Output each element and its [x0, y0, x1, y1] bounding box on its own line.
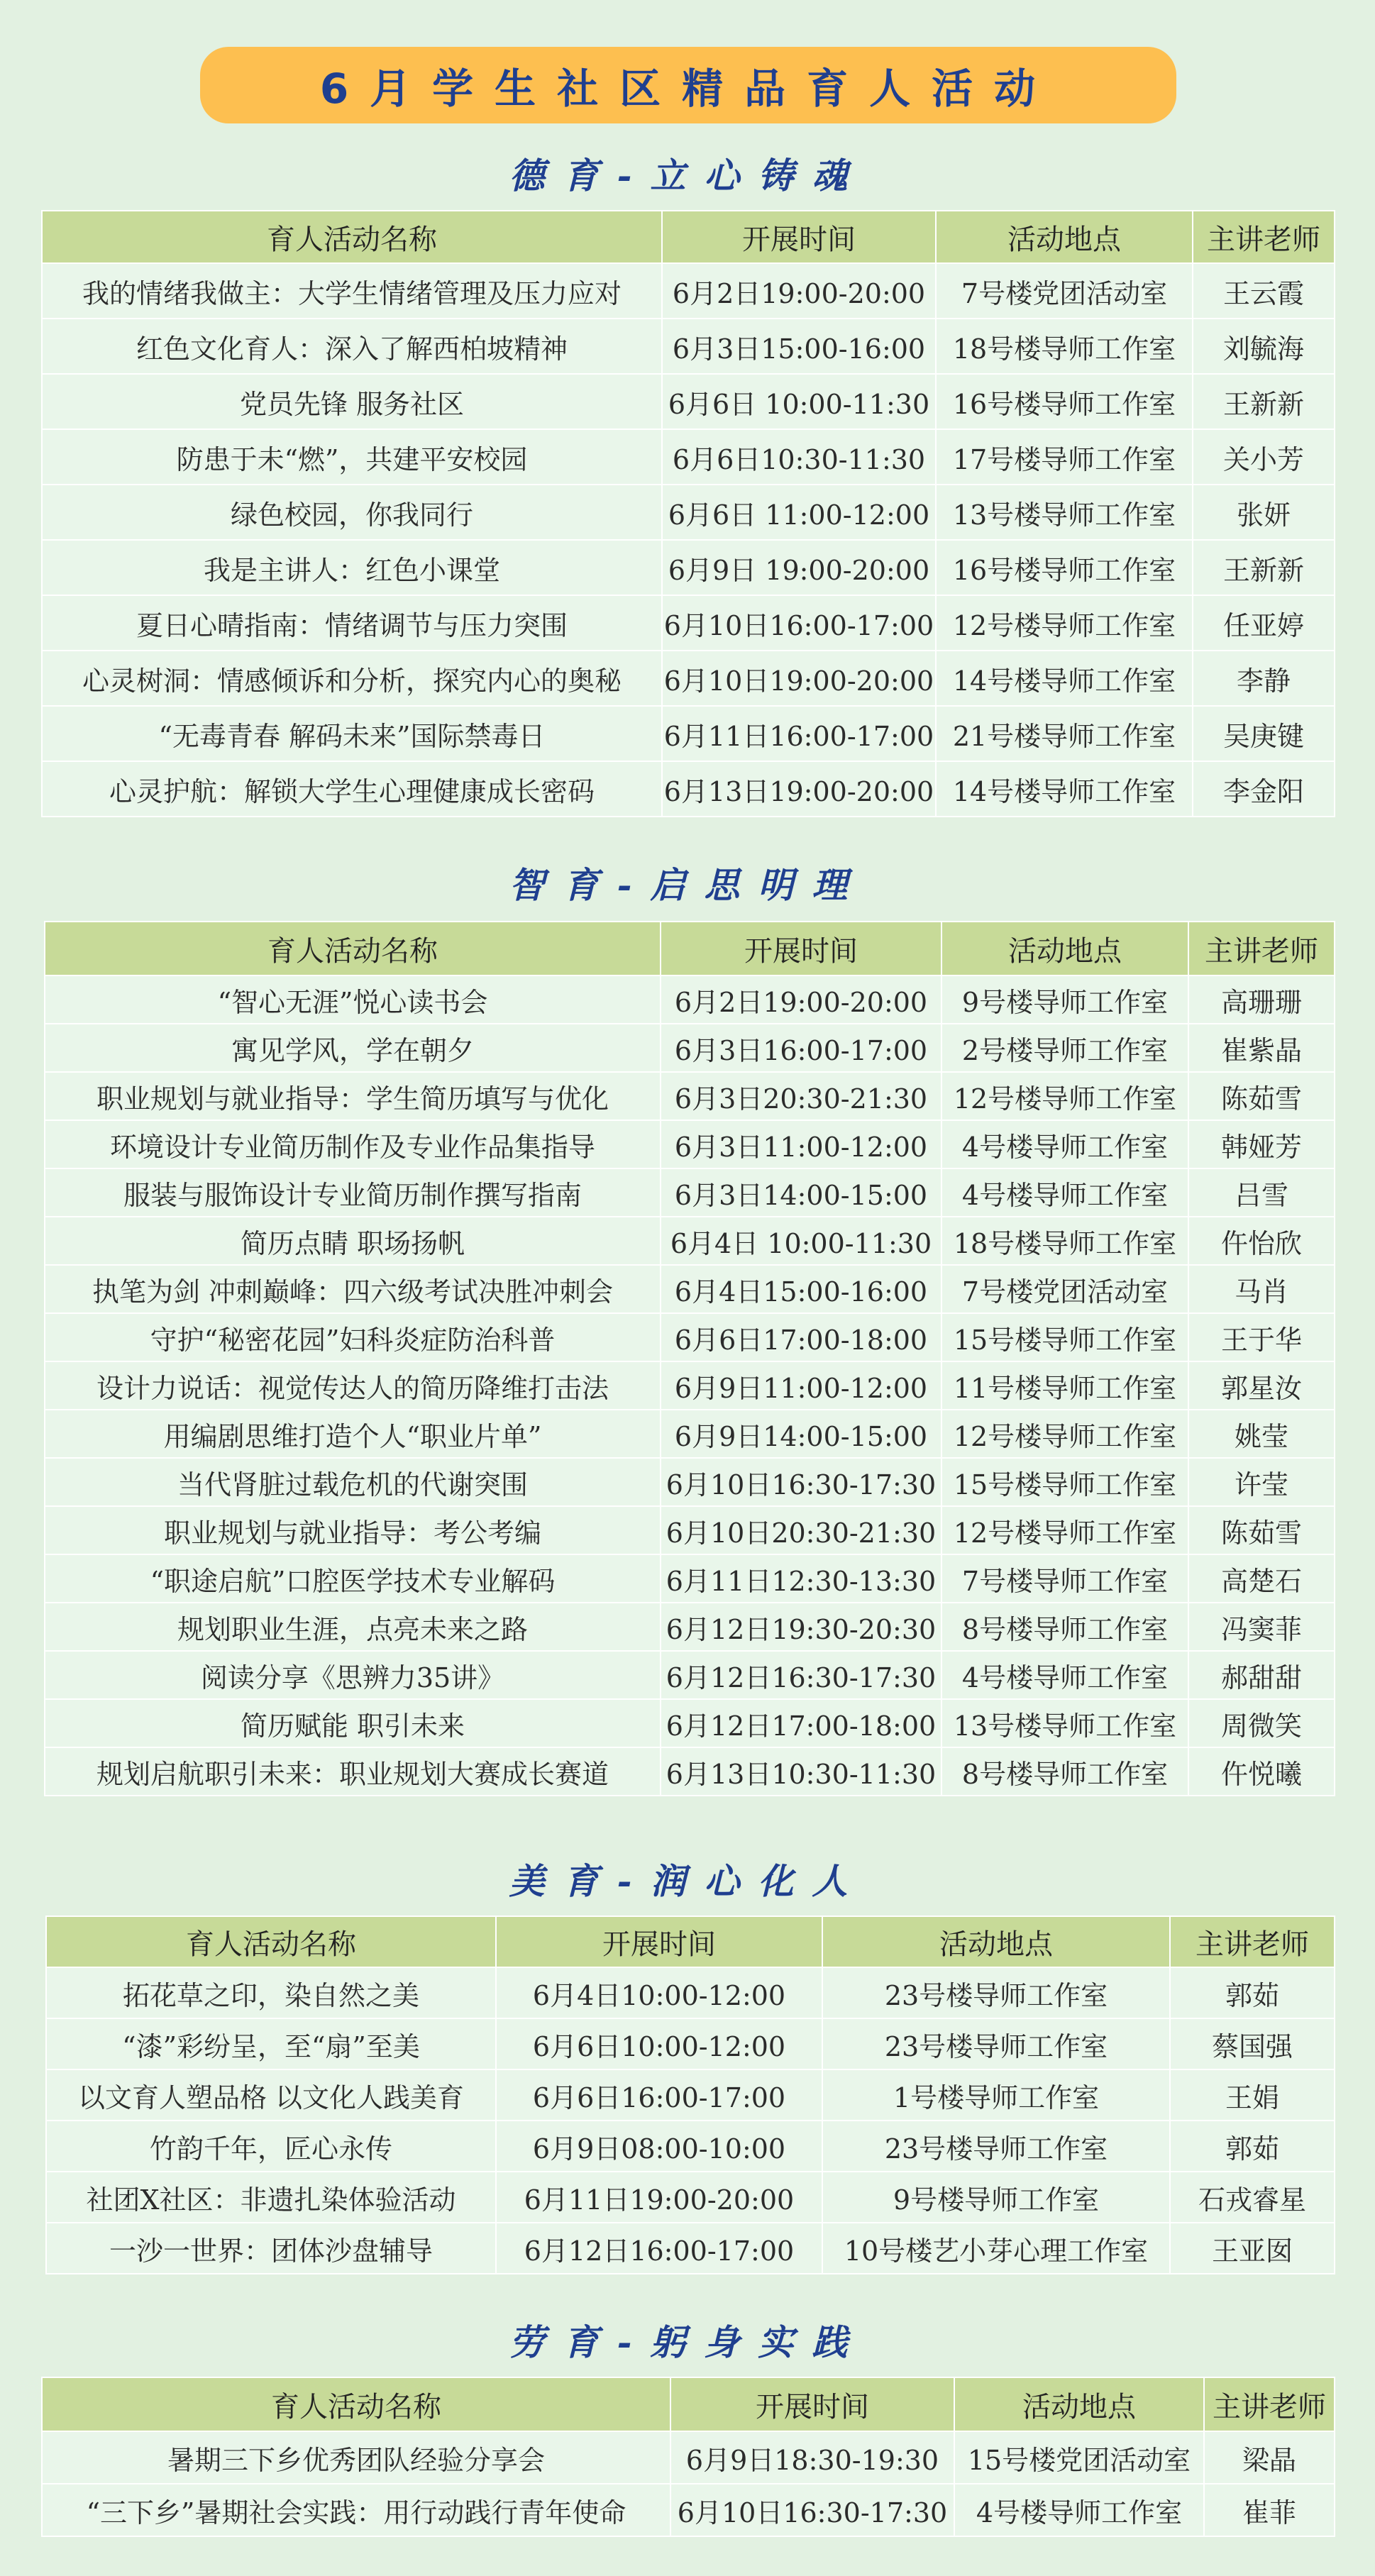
cell-teacher: 马肖	[1188, 1265, 1335, 1313]
table-body-moral	[42, 263, 1335, 817]
cell-activity-name: 竹韵千年，匠心永传	[46, 2121, 496, 2172]
cell-location: 14号楼导师工作室	[936, 761, 1193, 817]
cell-teacher: 韩娅芳	[1188, 1120, 1335, 1168]
table-row	[42, 319, 1335, 374]
cell-location: 13号楼导师工作室	[936, 485, 1193, 540]
cell-teacher: 崔菲	[1204, 2484, 1335, 2536]
table-row	[45, 1265, 1335, 1313]
cell-time: 6月13日10:30-11:30	[661, 1747, 941, 1796]
cell-teacher: 陈茹雪	[1188, 1072, 1335, 1120]
table-row	[45, 1747, 1335, 1796]
cell-location: 15号楼导师工作室	[941, 1313, 1188, 1361]
table-row	[46, 2121, 1335, 2172]
col-header-teacher: 主讲老师	[1170, 1916, 1335, 1967]
cell-time: 6月13日19:00-20:00	[662, 761, 936, 817]
cell-location: 12号楼导师工作室	[941, 1072, 1188, 1120]
cell-time: 6月11日16:00-17:00	[662, 706, 936, 761]
table-row	[46, 2018, 1335, 2069]
cell-location: 16号楼导师工作室	[936, 374, 1193, 429]
cell-location: 2号楼导师工作室	[941, 1024, 1188, 1072]
cell-activity-name: 职业规划与就业指导：考公考编	[45, 1506, 661, 1554]
col-header-location: 活动地点	[954, 2377, 1204, 2431]
cell-time: 6月6日 10:00-11:30	[662, 374, 936, 429]
cell-time: 6月3日15:00-16:00	[662, 319, 936, 374]
table-body-intellectual	[45, 975, 1335, 1796]
cell-time: 6月6日10:30-11:30	[662, 429, 936, 485]
cell-time: 6月9日18:30-19:30	[670, 2431, 954, 2484]
cell-teacher: 郭星汝	[1188, 1361, 1335, 1410]
cell-location: 23号楼导师工作室	[822, 1967, 1170, 2018]
cell-time: 6月4日15:00-16:00	[661, 1265, 941, 1313]
cell-activity-name: 夏日心晴指南：情绪调节与压力突围	[42, 595, 662, 651]
col-header-time: 开展时间	[670, 2377, 954, 2431]
cell-location: 17号楼导师工作室	[936, 429, 1193, 485]
cell-location: 4号楼导师工作室	[954, 2484, 1204, 2536]
table-header-row	[45, 922, 1335, 975]
table-row	[46, 2223, 1335, 2274]
table-header-row	[42, 2377, 1335, 2431]
cell-time: 6月3日16:00-17:00	[661, 1024, 941, 1072]
cell-location: 4号楼导师工作室	[941, 1651, 1188, 1699]
table-row	[42, 595, 1335, 651]
cell-teacher: 刘毓海	[1193, 319, 1335, 374]
cell-time: 6月2日19:00-20:00	[662, 263, 936, 319]
table-row	[42, 485, 1335, 540]
cell-location: 15号楼党团活动室	[954, 2431, 1204, 2484]
table-row	[42, 2484, 1335, 2536]
table-body-labor	[42, 2431, 1335, 2536]
cell-activity-name: 执笔为剑 冲刺巅峰：四六级考试决胜冲刺会	[45, 1265, 661, 1313]
col-header-time: 开展时间	[496, 1916, 822, 1967]
cell-teacher: 王新新	[1193, 374, 1335, 429]
cell-activity-name: 服装与服饰设计专业简历制作撰写指南	[45, 1168, 661, 1217]
table-row	[42, 651, 1335, 706]
cell-teacher: 王于华	[1188, 1313, 1335, 1361]
cell-teacher: 石戎睿星	[1170, 2172, 1335, 2223]
cell-time: 6月2日19:00-20:00	[661, 975, 941, 1024]
cell-time: 6月9日14:00-15:00	[661, 1410, 941, 1458]
cell-teacher: 吕雪	[1188, 1168, 1335, 1217]
cell-activity-name: 职业规划与就业指导：学生简历填写与优化	[45, 1072, 661, 1120]
section-title-moral: 德育-立心铸魂	[509, 155, 866, 197]
cell-location: 9号楼导师工作室	[822, 2172, 1170, 2223]
table-row	[42, 429, 1335, 485]
cell-location: 12号楼导师工作室	[941, 1410, 1188, 1458]
cell-teacher: 郝甜甜	[1188, 1651, 1335, 1699]
cell-time: 6月3日11:00-12:00	[661, 1120, 941, 1168]
table-row	[42, 2431, 1335, 2484]
cell-time: 6月6日10:00-12:00	[496, 2018, 822, 2069]
table-row	[45, 1217, 1335, 1265]
table-row	[45, 975, 1335, 1024]
cell-activity-name: 心灵树洞：情感倾诉和分析，探究内心的奥秘	[42, 651, 662, 706]
table-row	[45, 1458, 1335, 1506]
section-title-intellectual: 智育-启思明理	[509, 864, 866, 906]
cell-activity-name: 党员先锋 服务社区	[42, 374, 662, 429]
cell-time: 6月10日16:00-17:00	[662, 595, 936, 651]
cell-teacher: 高珊珊	[1188, 975, 1335, 1024]
table-row	[46, 2172, 1335, 2223]
cell-activity-name: “智心无涯”悦心读书会	[45, 975, 661, 1024]
cell-location: 7号楼党团活动室	[936, 263, 1193, 319]
cell-teacher: 许莹	[1188, 1458, 1335, 1506]
cell-time: 6月12日16:30-17:30	[661, 1651, 941, 1699]
cell-location: 8号楼导师工作室	[941, 1603, 1188, 1651]
table-row	[42, 263, 1335, 319]
cell-time: 6月4日 10:00-11:30	[661, 1217, 941, 1265]
cell-activity-name: “漆”彩纷呈，至“扇”至美	[46, 2018, 496, 2069]
table-row	[45, 1072, 1335, 1120]
col-header-teacher: 主讲老师	[1188, 922, 1335, 975]
cell-time: 6月12日16:00-17:00	[496, 2223, 822, 2274]
table-row	[45, 1651, 1335, 1699]
cell-location: 1号楼导师工作室	[822, 2069, 1170, 2121]
col-header-location: 活动地点	[941, 922, 1188, 975]
table-moral	[41, 210, 1335, 817]
cell-activity-name: 当代肾脏过载危机的代谢突围	[45, 1458, 661, 1506]
cell-location: 18号楼导师工作室	[941, 1217, 1188, 1265]
cell-activity-name: 暑期三下乡优秀团队经验分享会	[42, 2431, 670, 2484]
cell-time: 6月9日08:00-10:00	[496, 2121, 822, 2172]
col-header-name: 育人活动名称	[42, 2377, 670, 2431]
cell-activity-name: 寓见学风，学在朝夕	[45, 1024, 661, 1072]
cell-time: 6月9日11:00-12:00	[661, 1361, 941, 1410]
col-header-time: 开展时间	[662, 211, 936, 263]
cell-teacher: 周微笑	[1188, 1699, 1335, 1747]
cell-activity-name: 我是主讲人：红色小课堂	[42, 540, 662, 595]
table-row	[42, 374, 1335, 429]
cell-activity-name: “三下乡”暑期社会实践：用行动践行青年使命	[42, 2484, 670, 2536]
col-header-teacher: 主讲老师	[1204, 2377, 1335, 2431]
cell-teacher: 关小芳	[1193, 429, 1335, 485]
cell-activity-name: 一沙一世界：团体沙盘辅导	[46, 2223, 496, 2274]
cell-teacher: 王亚囡	[1170, 2223, 1335, 2274]
cell-teacher: 崔紫晶	[1188, 1024, 1335, 1072]
cell-time: 6月6日16:00-17:00	[496, 2069, 822, 2121]
cell-activity-name: 阅读分享《思辨力35讲》	[45, 1651, 661, 1699]
cell-teacher: 吴庚键	[1193, 706, 1335, 761]
cell-time: 6月6日 11:00-12:00	[662, 485, 936, 540]
cell-teacher: 陈茹雪	[1188, 1506, 1335, 1554]
cell-activity-name: 绿色校园，你我同行	[42, 485, 662, 540]
cell-activity-name: 我的情绪我做主：大学生情绪管理及压力应对	[42, 263, 662, 319]
cell-activity-name: 防患于未“燃”，共建平安校园	[42, 429, 662, 485]
cell-activity-name: 红色文化育人：深入了解西柏坡精神	[42, 319, 662, 374]
cell-location: 23号楼导师工作室	[822, 2018, 1170, 2069]
cell-teacher: 李静	[1193, 651, 1335, 706]
cell-teacher: 仵悦曦	[1188, 1747, 1335, 1796]
table-row	[45, 1120, 1335, 1168]
table-row	[42, 540, 1335, 595]
cell-location: 10号楼艺小芽心理工作室	[822, 2223, 1170, 2274]
cell-teacher: 高楚石	[1188, 1554, 1335, 1603]
col-header-location: 活动地点	[936, 211, 1193, 263]
cell-teacher: 王新新	[1193, 540, 1335, 595]
col-header-name: 育人活动名称	[42, 211, 662, 263]
cell-teacher: 王云霞	[1193, 263, 1335, 319]
cell-location: 4号楼导师工作室	[941, 1168, 1188, 1217]
cell-time: 6月10日20:30-21:30	[661, 1506, 941, 1554]
table-row	[42, 706, 1335, 761]
cell-activity-name: 规划启航职引未来：职业规划大赛成长赛道	[45, 1747, 661, 1796]
cell-location: 16号楼导师工作室	[936, 540, 1193, 595]
cell-location: 12号楼导师工作室	[941, 1506, 1188, 1554]
section-title-aesthetic: 美育-润心化人	[509, 1860, 866, 1902]
table-row	[45, 1603, 1335, 1651]
table-aesthetic	[45, 1916, 1335, 2274]
col-header-time: 开展时间	[661, 922, 941, 975]
table-labor	[41, 2377, 1335, 2537]
cell-location: 9号楼导师工作室	[941, 975, 1188, 1024]
cell-time: 6月10日19:00-20:00	[662, 651, 936, 706]
table-row	[46, 2069, 1335, 2121]
cell-activity-name: 设计力说话：视觉传达人的简历降维打击法	[45, 1361, 661, 1410]
cell-location: 18号楼导师工作室	[936, 319, 1193, 374]
table-row	[45, 1699, 1335, 1747]
table-intellectual	[44, 921, 1335, 1796]
cell-activity-name: 简历点睛 职场扬帆	[45, 1217, 661, 1265]
cell-teacher: 张妍	[1193, 485, 1335, 540]
cell-location: 23号楼导师工作室	[822, 2121, 1170, 2172]
table-header-row	[42, 211, 1335, 263]
cell-time: 6月11日19:00-20:00	[496, 2172, 822, 2223]
cell-activity-name: 环境设计专业简历制作及专业作品集指导	[45, 1120, 661, 1168]
cell-activity-name: 规划职业生涯，点亮未来之路	[45, 1603, 661, 1651]
cell-time: 6月10日16:30-17:30	[661, 1458, 941, 1506]
cell-time: 6月3日20:30-21:30	[661, 1072, 941, 1120]
cell-teacher: 冯窦菲	[1188, 1603, 1335, 1651]
cell-location: 14号楼导师工作室	[936, 651, 1193, 706]
cell-time: 6月11日12:30-13:30	[661, 1554, 941, 1603]
cell-location: 8号楼导师工作室	[941, 1747, 1188, 1796]
cell-location: 11号楼导师工作室	[941, 1361, 1188, 1410]
table-body-aesthetic	[46, 1967, 1335, 2274]
col-header-teacher: 主讲老师	[1193, 211, 1335, 263]
cell-teacher: 姚莹	[1188, 1410, 1335, 1458]
cell-teacher: 梁晶	[1204, 2431, 1335, 2484]
cell-teacher: 任亚婷	[1193, 595, 1335, 651]
cell-location: 7号楼导师工作室	[941, 1554, 1188, 1603]
table-header-row	[46, 1916, 1335, 1967]
cell-location: 12号楼导师工作室	[936, 595, 1193, 651]
col-header-name: 育人活动名称	[46, 1916, 496, 1967]
cell-activity-name: 拓花草之印，染自然之美	[46, 1967, 496, 2018]
cell-activity-name: 以文育人塑品格 以文化人践美育	[46, 2069, 496, 2121]
cell-location: 21号楼导师工作室	[936, 706, 1193, 761]
cell-location: 7号楼党团活动室	[941, 1265, 1188, 1313]
cell-activity-name: “职途启航”口腔医学技术专业解码	[45, 1554, 661, 1603]
table-row	[46, 1967, 1335, 2018]
table-row	[45, 1361, 1335, 1410]
table-row	[45, 1506, 1335, 1554]
cell-time: 6月12日17:00-18:00	[661, 1699, 941, 1747]
cell-activity-name: 社团X社区：非遗扎染体验活动	[46, 2172, 496, 2223]
cell-activity-name: “无毒青春 解码未来”国际禁毒日	[42, 706, 662, 761]
cell-location: 13号楼导师工作室	[941, 1699, 1188, 1747]
cell-activity-name: 简历赋能 职引未来	[45, 1699, 661, 1747]
cell-teacher: 仵怡欣	[1188, 1217, 1335, 1265]
table-row	[42, 761, 1335, 817]
cell-activity-name: 用编剧思维打造个人“职业片单”	[45, 1410, 661, 1458]
cell-time: 6月3日14:00-15:00	[661, 1168, 941, 1217]
table-row	[45, 1168, 1335, 1217]
table-row	[45, 1024, 1335, 1072]
cell-teacher: 蔡国强	[1170, 2018, 1335, 2069]
cell-teacher: 郭茹	[1170, 1967, 1335, 2018]
cell-time: 6月9日 19:00-20:00	[662, 540, 936, 595]
table-row	[45, 1410, 1335, 1458]
col-header-location: 活动地点	[822, 1916, 1170, 1967]
cell-location: 15号楼导师工作室	[941, 1458, 1188, 1506]
cell-teacher: 李金阳	[1193, 761, 1335, 817]
cell-time: 6月12日19:30-20:30	[661, 1603, 941, 1651]
cell-location: 4号楼导师工作室	[941, 1120, 1188, 1168]
section-title-labor: 劳育-躬身实践	[509, 2321, 866, 2363]
cell-teacher: 王娟	[1170, 2069, 1335, 2121]
cell-teacher: 郭茹	[1170, 2121, 1335, 2172]
col-header-name: 育人活动名称	[45, 922, 661, 975]
table-row	[45, 1313, 1335, 1361]
cell-activity-name: 心灵护航：解锁大学生心理健康成长密码	[42, 761, 662, 817]
cell-time: 6月6日17:00-18:00	[661, 1313, 941, 1361]
cell-time: 6月4日10:00-12:00	[496, 1967, 822, 2018]
cell-activity-name: 守护“秘密花园”妇科炎症防治科普	[45, 1313, 661, 1361]
table-row	[45, 1554, 1335, 1603]
cell-time: 6月10日16:30-17:30	[670, 2484, 954, 2536]
page-title: 6月学生社区精品育人活动	[200, 47, 1176, 123]
